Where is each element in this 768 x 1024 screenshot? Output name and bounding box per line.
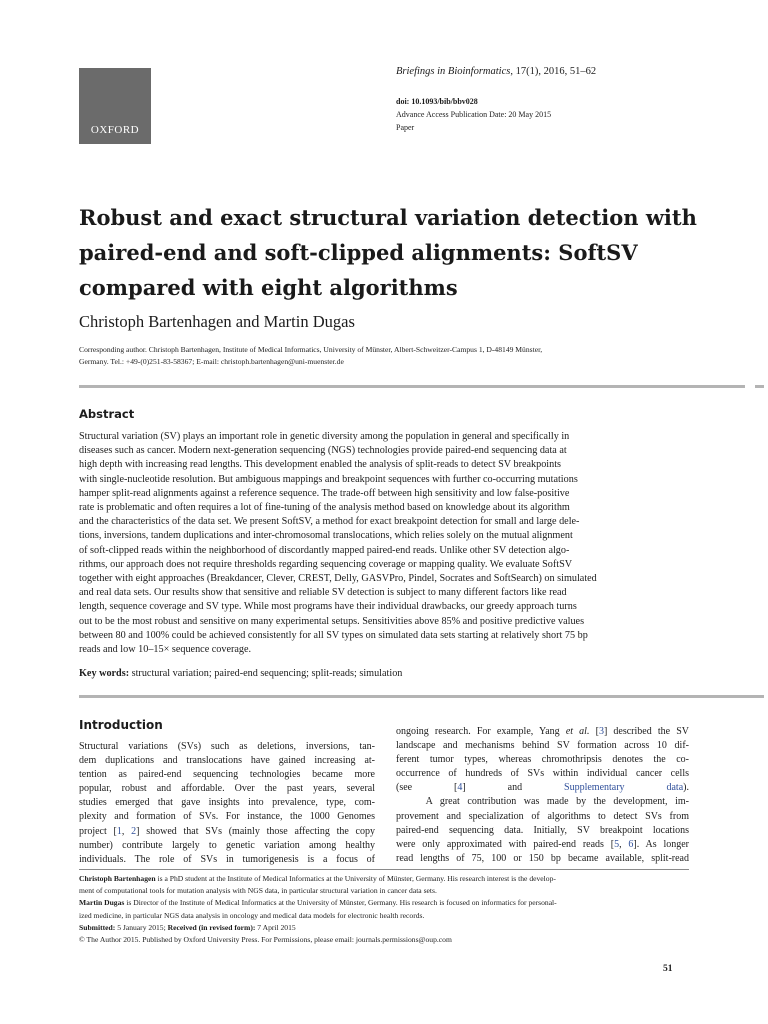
abstract-line: tions, inversions, tandem duplications and inter-chromosomal translocations, which relies solely on the mutual alignment — [79, 530, 573, 542]
abstract-line: rithms, our approach does not require thresholds regarding sequencing coverage or mapping quality. We evaluate SoftSV — [79, 558, 573, 570]
text-run: popular, robust and affordable. Over the past years, several — [79, 783, 375, 795]
oxford-logo — [79, 68, 151, 144]
abstract-line: and the characteristics of the data set. We present SoftSV, a method for exact breakpoint detection for small and large dele- — [79, 516, 580, 528]
text-run: Structural variations (SVs) such as deletions, inversions, tan- — [79, 741, 375, 752]
supplementary-data-link[interactable]: Supplementary data — [564, 782, 684, 794]
text-run: ] described the SV — [603, 726, 689, 737]
bio-name: Christoph Bartenhagen — [79, 874, 156, 883]
divider — [79, 695, 764, 698]
paragraph-line — [79, 782, 375, 796]
abstract-line: high depth with increasing read lengths. This development enabled the analysis of split-reads to detect SV breakpoints — [79, 459, 562, 471]
abstract-line: together with eight approaches (Breakdancer, Clever, CREST, Delly, GASVPro, Pindel, Socrates and SoftSearch) on simulated — [79, 573, 597, 585]
text-run: were only approximated with paired-end reads [ — [396, 838, 615, 850]
text-run: read lengths of 75, 100 or 150 bp became available, split-read — [396, 852, 689, 864]
journal-citation — [396, 66, 596, 77]
title-line: paired-end and soft-clipped alignments: SoftSV — [79, 240, 638, 265]
paragraph-line — [396, 824, 689, 838]
text-run: , — [121, 825, 132, 837]
page-number: 51 — [663, 964, 673, 974]
submitted-date: 5 January 2015; — [115, 922, 168, 932]
paragraph-line — [396, 838, 689, 852]
abstract-line: length, sequence coverage and SV type. While most programs have their individual drawbacks, our greedy approach turns — [79, 601, 577, 613]
keywords-label: Key words: — [79, 668, 130, 679]
text-run: plexity and formation of SVs. For instance, the 1000 Genomes — [79, 811, 375, 823]
paragraph-line — [396, 739, 689, 753]
citation-link[interactable]: 6 — [628, 838, 634, 850]
abstract-line: and real data sets. Our results show that sensitive and reliable SV detection is subject to many different factors like read — [79, 587, 567, 599]
bio-name: Martin Dugas — [79, 898, 125, 908]
submission-dates — [79, 922, 689, 934]
text-run: ]. As longer — [633, 838, 689, 850]
paragraph-line — [79, 825, 375, 839]
author-bio-cont: ment of computational tools for mutation analysis with NGS data, in particular structural variation in cancer data sets. — [79, 886, 437, 896]
abstract-line: Structural variation (SV) plays an important role in genetic diversity among the population in general and specifically in — [79, 431, 570, 442]
journal-name[interactable]: Briefings in Bioinformatics — [396, 66, 511, 77]
article-type: Paper — [396, 123, 415, 132]
copyright: © The Author 2015. Published by Oxford University Press. For Permissions, please email: journals.permissions@oup.com — [79, 935, 452, 945]
keywords-text: structural variation; paired-end sequencing; split-reads; simulation — [129, 668, 403, 679]
abstract-body — [79, 430, 689, 657]
text-run: tention as paired-end sequencing technologies became more — [79, 769, 375, 781]
text-run: paired-end sequencing data. Initially, SV breakpoint locations — [396, 824, 689, 836]
doi[interactable]: doi: 10.1093/bib/bbv028 — [396, 97, 478, 106]
text-run: ferent tumor types, whereas chromothripsis denotes the co- — [396, 754, 689, 766]
text-run: A great contribution was made by the development, im- — [396, 796, 689, 808]
abstract-line: hamper split-read alignments against a reference sequence. The trade-off between high sensitivity and low false-positive — [79, 487, 570, 499]
corresponding-line: Corresponding author. Christoph Bartenhagen, Institute of Medical Informatics, University of Münster, Albert-Schweitzer-Campus 1, D-48149 Münster, — [79, 345, 543, 354]
paragraph-line — [79, 853, 375, 867]
introduction-right-column — [396, 725, 689, 866]
corresponding-author — [79, 344, 689, 368]
abstract-line: reads and low 10–15× sequence coverage. — [79, 644, 252, 656]
footnotes — [79, 873, 689, 946]
italic-text: et al. — [565, 726, 590, 737]
journal-volume: , 17(1), 2016, 51–62 — [510, 66, 597, 77]
text-run: project [ — [79, 825, 117, 837]
article-meta — [396, 95, 551, 134]
text-run: (see [ — [396, 782, 458, 794]
citation-link[interactable]: 5 — [614, 838, 620, 850]
text-run: number) contribute largely to genetic variation among healthy — [79, 839, 375, 851]
bio-text: is Director of the Institute of Medical Informatics at the University of Münster, Germany. His research is focused on informatics for personal- — [124, 898, 557, 908]
text-run: occurrence of hundreds of SVs within individual cancer cells — [396, 768, 689, 780]
author-bio — [79, 873, 689, 885]
paragraph-line — [79, 810, 375, 824]
text-run: [ — [589, 726, 599, 737]
text-run: ongoing research. For example, Yang — [396, 726, 566, 737]
advance-access-date: Advance Access Publication Date: 20 May 2015 — [396, 110, 552, 119]
footnote-divider — [79, 869, 689, 870]
paragraph-line — [396, 795, 689, 809]
text-run: ] and — [462, 782, 565, 794]
paragraph-line — [79, 754, 375, 768]
paper-title — [79, 200, 699, 305]
paragraph-line — [396, 810, 689, 824]
corresponding-line: Germany. Tel.: +49-(0)251-83-58367; E-mail: christoph.bartenhagen@uni-muenster.de — [79, 357, 344, 366]
logo-text: OXFORD — [90, 124, 140, 136]
abstract-line: rate is problematic and often requires a lot of fine-tuning of the analysis method based on knowledge about its algorithm — [79, 502, 570, 514]
paragraph-line — [79, 768, 375, 782]
received-date: 7 April 2015 — [255, 922, 296, 932]
divider — [79, 385, 745, 388]
paragraph-line — [79, 839, 375, 853]
text-run: ). — [683, 782, 689, 794]
text-run: dem duplications and translocations have gained increasing at- — [79, 755, 375, 767]
author-bio — [79, 897, 689, 909]
keywords — [79, 668, 402, 679]
bio-text: is a PhD student at the Institute of Medical Informatics at the University of Münster, Germany. His research interest is the develop- — [155, 874, 556, 883]
text-run: individuals. The role of SVs in tumorigenesis is a focus of — [79, 853, 375, 865]
authors: Christoph Bartenhagen and Martin Dugas — [79, 312, 355, 331]
citation-link[interactable]: 2 — [131, 825, 137, 837]
abstract-heading: Abstract — [79, 407, 135, 421]
abstract-line: of soft-clipped reads within the neighborhood of discordantly mapped paired-end reads. Unlike other SV detection algo- — [79, 544, 570, 556]
citation-link[interactable]: 4 — [457, 782, 463, 794]
text-run: provement and specialization of algorithms to detect SVs from — [396, 810, 689, 822]
received-label: Received (in revised form): — [167, 922, 256, 932]
citation-link[interactable]: 1 — [116, 825, 122, 837]
paragraph-line — [396, 767, 689, 781]
citation-link[interactable]: 3 — [598, 726, 604, 737]
text-run: ] showed that SVs (mainly those affecting the copy — [136, 825, 375, 837]
abstract-line: out to be the most robust and sensitive on many experimental setups. Sensitivities above 85% and positive predictive values — [79, 615, 585, 627]
paragraph-line — [396, 852, 689, 866]
abstract-line: between 80 and 100% could be achieved consistently for all SV types on simulated data sets starting at relatively short 75 bp — [79, 629, 588, 641]
text-run: , — [619, 838, 629, 850]
title-line: Robust and exact structural variation detection with — [79, 205, 697, 230]
introduction-heading: Introduction — [79, 718, 163, 732]
divider — [755, 385, 764, 388]
text-run: studies emerged that gave insights into prevalence, type, com- — [79, 797, 375, 809]
text-run: landscape and mechanisms behind SV formation across 10 dif- — [396, 740, 689, 752]
abstract-line: diseases such as cancer. Modern next-generation sequencing (NGS) technologies provide paired-end sequencing data at — [79, 445, 567, 457]
paragraph-line — [396, 725, 689, 739]
abstract-line: with single-nucleotide resolution. But ambiguous mappings and breakpoint sequences with further co-occurring mutations — [79, 473, 578, 485]
introduction-left-column — [79, 740, 375, 867]
title-line: compared with eight algorithms — [79, 275, 458, 300]
submitted-label: Submitted: — [79, 922, 116, 932]
paragraph-line — [396, 753, 689, 767]
author-bio-cont: ized medicine, in particular NGS data analysis in oncology and medical data models for electronic health records. — [79, 910, 425, 920]
paragraph-line — [396, 781, 689, 795]
paragraph-line — [79, 740, 375, 754]
paragraph-line — [79, 796, 375, 810]
